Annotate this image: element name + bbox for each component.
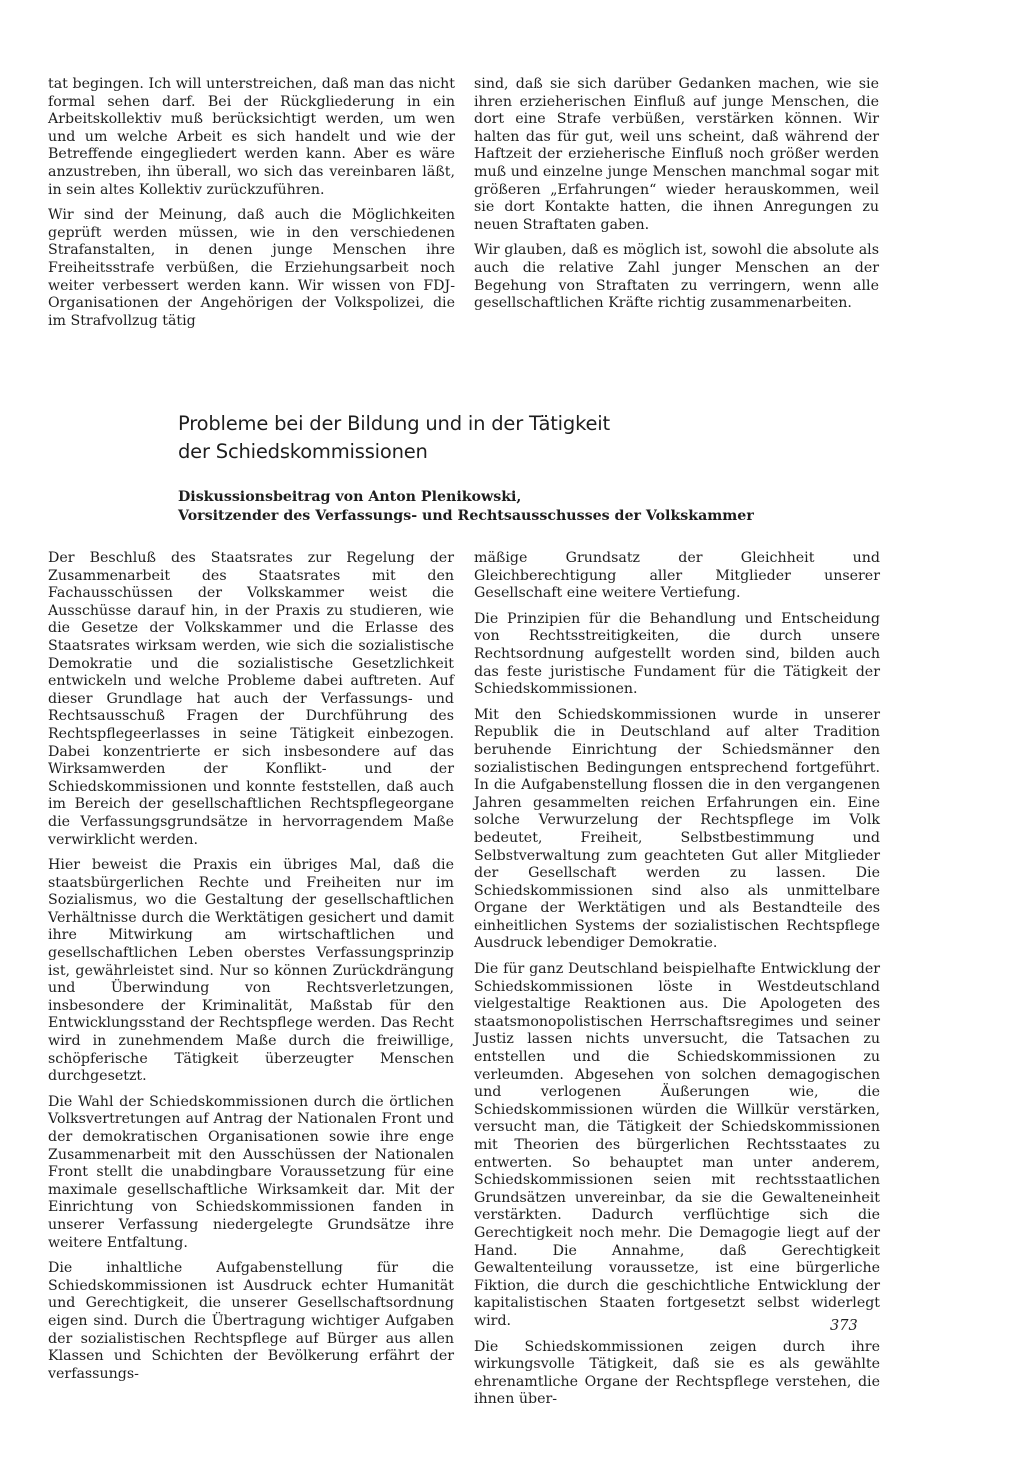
top-right-column <box>474 76 879 321</box>
paragraph: Die Schiedskommissionen zeigen durch ihre wirkungsvolle Tätigkeit, daß sie es als gewählte ehrenamtliche Organe der Rechtspflege verstehen, die ihnen über- <box>474 1338 880 1408</box>
byline-author: Diskussionsbeitrag von Anton Plenikowski, <box>178 489 522 505</box>
paragraph: tat begingen. Ich will unterstreichen, daß man das nicht formal sehen darf. Bei der Rückgliederung in ein Arbeitskollektiv muß berücksichtigt werden, um wen und um welche Arbeit es sich handelt und wie der Betreffende eingegliedert werden kann. Aber es wäre anzustreben, ihn überall, wo sich das vereinbaren läßt, in sein altes Kollektiv zurückzuführen. <box>48 76 455 198</box>
article-title <box>178 410 798 466</box>
paragraph: Wir sind der Meinung, daß auch die Möglichkeiten geprüft werden müssen, wie in den verschiedenen Strafanstalten, in denen junge Menschen ihre Freiheitsstrafe verbüßen, die Erziehungsarbeit noch weiter verbessert werden kann. Wir wissen von FDJ-Organisationen der Angehörigen der Volkspolizei, die im Strafvollzug tätig <box>48 207 455 329</box>
title-line: der Schiedskommissionen <box>178 440 428 463</box>
paragraph: Der Beschluß des Staatsrates zur Regelung der Zusammenarbeit des Staatsrates mit den Fachausschüssen der Volkskammer weist die Ausschüsse darauf hin, in der Praxis zu studieren, wie die Gesetze der Volkskammer und die Erlasse des Staatsrates wirksam werden, wie sich die sozialistische Demokratie und die sozialistische Gesetzlichkeit entwickeln und welche Probleme dabei auftreten. Auf dieser Grundlage hat auch der Verfassungs- und Rechtsausschuß Fragen der Durchführung des Rechtspflegeerlasses in seine Tätigkeit einbezogen. Dabei konzentrierte er sich insbesondere auf das Wirksamwerden der Konflikt- und der Schiedskommissionen und konnte feststellen, daß auch im Bereich der gesellschaftlichen Rechtspflegeorgane die Verfassungsgrundsätze in hervorragendem Maße verwirklicht werden. <box>48 550 454 848</box>
article-byline <box>178 488 798 526</box>
paragraph: Die für ganz Deutschland beispielhafte Entwicklung der Schiedskommissionen löste in Westdeutschland vielgestaltige Reaktionen aus. Die Apologeten des staatsmonopolistischen Herrschaftsregimes und seiner Justiz lassen nichts unversucht, die Tatsachen zu entstellen und die Schiedskommissionen zu verleumden. Abgesehen von solchen demagogischen und verlogenen Äußerungen wie, die Schiedskommissionen würden die Willkür verstärken, versucht man, die Tätigkeit der Schiedskommissionen mit Theorien des bürgerlichen Rechtsstaates zu entwerten. So behauptet man unter anderem, Schiedskommissionen seien mit rechtsstaatlichen Grundsätzen unvereinbar, da sie die Gewalteneinheit verstärkten. Dadurch verflüchtige sich die Gerechtigkeit noch mehr. Die Demagogie liegt auf der Hand. Die Annahme, daß Gerechtigkeit Gewaltenteilung voraussetze, ist eine bürgerliche Fiktion, die durch die geschichtliche Entwicklung der kapitalistischen Staaten fortgesetzt selbst widerlegt wird. <box>474 961 880 1329</box>
paragraph: Die inhaltliche Aufgabenstellung für die Schiedskommissionen ist Ausdruck echter Humanität und Gerechtigkeit, die unserer Gesellschaftsordnung eigen sind. Durch die Übertragung wichtiger Aufgaben der sozialistischen Rechtspflege auf Bürger aus allen Klassen und Schichten der Bevölkerung erfährt der verfassungs- <box>48 1260 454 1382</box>
paragraph: sind, daß sie sich darüber Gedanken machen, wie sie ihren erzieherischen Einfluß auf junge Menschen, die dort eine Strafe verbüßen, verstärken können. Wir halten das für gut, weil uns scheint, daß während der Haftzeit der erzieherische Einfluß noch größer werden muß und einzelne junge Menschen manchmal sogar mit größeren „Erfahrungen“ wieder herauskommen, weil sie dort Kontakte hatten, die ihnen Anregungen zu neuen Straftaten gaben. <box>474 76 879 233</box>
paragraph: Die Prinzipien für die Behandlung und Entscheidung von Rechtsstreitigkeiten, die durch unsere Rechtsordnung aufgestellt worden sind, bilden auch das feste juristische Fundament für die Tätigkeit der Schiedskommissionen. <box>474 610 880 698</box>
byline-role: Vorsitzender des Verfassungs- und Rechtsausschusses der Volkskammer <box>178 508 754 524</box>
top-left-column <box>48 76 455 338</box>
article-right-column <box>474 550 880 1417</box>
paragraph: Mit den Schiedskommissionen wurde in unserer Republik die in Deutschland auf alter Tradition beruhende Einrichtung der Schiedsmänner den sozialistischen Bedingungen entsprechend fortgeführt. In die Aufgabenstellung flossen die in den vergangenen Jahren gesammelten reichen Erfahrungen ein. Eine solche Verwurzelung der Rechtspflege im Volk bedeutet, Freiheit, Selbstbestimmung und Selbstverwaltung zum geachteten Gut aller Mitglieder der Gesellschaft werden zu lassen. Die Schiedskommissionen sind also als unmittelbare Organe der Werktätigen und als Bestandteile des einheitlichen Systems der sozialistischen Rechtspflege Ausdruck lebendiger Demokratie. <box>474 706 880 952</box>
title-line: Probleme bei der Bildung und in der Tätigkeit <box>178 412 610 435</box>
page-number: 373 <box>830 1318 858 1334</box>
paragraph: Wir glauben, daß es möglich ist, sowohl die absolute als auch die relative Zahl junger Menschen an der Begehung von Straftaten zu verringern, wenn alle gesellschaftlichen Kräfte richtig zusammenarbeiten. <box>474 242 879 312</box>
paragraph: Hier beweist die Praxis ein übriges Mal, daß die staatsbürgerlichen Rechte und Freiheiten nur im Sozialismus, wo die Gestaltung der gesellschaftlichen Verhältnisse durch die Werktätigen gesichert und damit ihre Mitwirkung am wirtschaftlichen und gesellschaftlichen Leben oberstes Verfassungsprinzip ist, gewährleistet sind. Nur so können Zurückdrängung und Überwindung von Rechtsverletzungen, insbesondere der Kriminalität, Maßstab für den Entwicklungsstand der Rechtspflege werden. Das Recht wird in zunehmendem Maße durch die freiwillige, schöpferische Tätigkeit überzeugter Menschen durchgesetzt. <box>48 857 454 1085</box>
paragraph: Die Wahl der Schiedskommissionen durch die örtlichen Volksvertretungen auf Antrag der Nationalen Front und der demokratischen Organisationen sowie ihre enge Zusammenarbeit mit den Ausschüssen der Nationalen Front stellt die unabdingbare Voraussetzung für eine maximale gesellschaftliche Wirksamkeit dar. Mit der Einrichtung von Schiedskommissionen fanden in unserer Verfassung niedergelegte Grundsätze ihre weitere Entfaltung. <box>48 1093 454 1251</box>
article-left-column <box>48 550 454 1391</box>
paragraph: mäßige Grundsatz der Gleichheit und Gleichberechtigung aller Mitglieder unserer Gesellschaft eine weitere Vertiefung. <box>474 550 880 602</box>
